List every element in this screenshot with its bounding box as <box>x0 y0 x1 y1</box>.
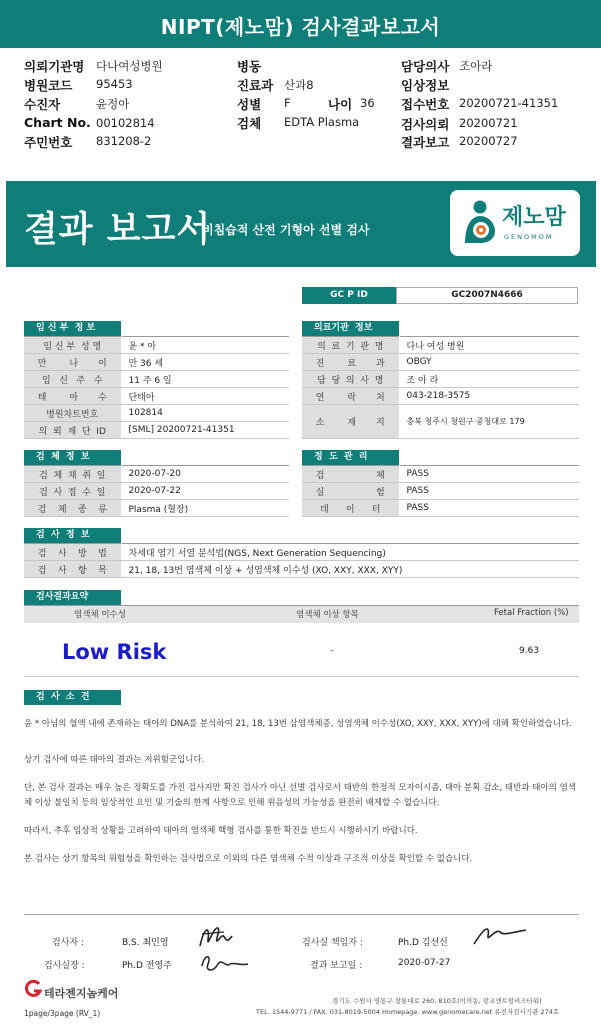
row-key: 검 사 접 수 일 <box>24 483 121 500</box>
opinion-paragraph: 따라서, 추후 임상적 상황을 고려하여 태아의 염색체 핵형 검사를 통한 확진을 반드시 시행하시기 바랍니다. <box>24 826 418 836</box>
column-header: 염색체 이상 항목 <box>296 610 359 620</box>
header-label: 검체 <box>237 116 262 131</box>
row-key: 만 나 이 <box>24 354 121 371</box>
abnormal-item-value: - <box>330 646 334 656</box>
row-key: 검 체 <box>302 466 399 483</box>
header-label: 주민번호 <box>24 135 73 150</box>
lab-head-label: 검사실 책임자 : <box>302 938 363 948</box>
table-row <box>24 544 579 561</box>
header-value: EDTA Plasma <box>284 115 360 129</box>
qc-table <box>302 465 579 517</box>
test-info-table <box>24 543 579 578</box>
footer-contact: TEL. 1544-9771 / FAX. 031-8019-5004 Homepage. www.genomecare.net 유전자검사기관 274호 <box>256 1008 560 1016</box>
row-value: 윤 * 아 <box>121 337 289 354</box>
chief-name: Ph.D 전영주 <box>122 961 172 971</box>
header-label: 의뢰기관명 <box>24 59 85 74</box>
age-label: 나이 <box>328 97 353 112</box>
lab-head-name: Ph.D 김선신 <box>398 938 448 948</box>
row-value: OBGY <box>399 354 579 371</box>
logo-subtext: GENOMOM <box>504 233 554 241</box>
tester-signature-icon <box>194 918 238 954</box>
document-title: NIPT(제노맘) 검사결과보고서 <box>0 0 601 48</box>
pregnant-info-table <box>24 336 289 439</box>
row-key: 검 사 방 법 <box>24 544 121 561</box>
row-key: 의 료 기 관 명 <box>302 337 399 354</box>
header-label: 병동 <box>237 59 262 74</box>
opinion-paragraph: 윤 * 아님의 혈액 내에 존재하는 태아의 DNA를 분석하여 21, 18, 13번 삼염색체증, 성염색체 이수성(XO, XXY, XXX, XYY)에 대해 확인하였습니다. <box>24 719 572 729</box>
column-header: Fetal Fraction (%) <box>494 608 569 618</box>
row-key: 진 료 과 <box>302 354 399 371</box>
row-value: 043-218-3575 <box>399 388 579 405</box>
gc-pid-value: GC2007N4666 <box>396 287 578 304</box>
row-value: 2020-07-20 <box>121 466 289 483</box>
section-header-result-summary: 검사결과요약 <box>24 590 121 605</box>
row-key: 데 이 터 <box>302 500 399 517</box>
header-label: 결과보고 <box>401 135 450 150</box>
fetal-fraction-value: 9.63 <box>519 646 540 656</box>
report-title: 결과 보고서 <box>24 210 212 250</box>
header-value: 산과8 <box>284 78 314 92</box>
row-key: 검 사 항 목 <box>24 561 121 578</box>
table-row <box>24 422 289 439</box>
footer-address: 경기도 수원시 영통구 창룡대로 260, 810호(이의동, 광교센트럴비즈타워) <box>332 997 542 1005</box>
row-value: 11 주 6 일 <box>121 371 289 388</box>
tester-name: B.S. 최민영 <box>122 938 169 948</box>
section-header-qc: 정 도 관 리 <box>302 450 399 465</box>
row-value: 다나 여성 병원 <box>399 337 579 354</box>
table-row <box>24 405 289 422</box>
genomom-mother-icon <box>462 199 498 245</box>
footer-brand: 테라젠지놈케어 <box>44 987 119 1000</box>
table-row <box>24 500 289 517</box>
row-key: 연 락 처 <box>302 388 399 405</box>
header-label: 병원코드 <box>24 78 73 93</box>
divider <box>24 676 579 677</box>
row-value: Plasma (혈장) <box>121 500 289 517</box>
table-row <box>302 388 579 405</box>
row-key: 의 뢰 재 단 ID <box>24 422 121 439</box>
row-value: PASS <box>399 466 579 483</box>
risk-result: Low Risk <box>62 640 167 664</box>
row-key: 태 아 수 <box>24 388 121 405</box>
header-value: 윤정아 <box>96 97 130 111</box>
header-label: 성별 <box>237 97 262 112</box>
table-row <box>302 371 579 388</box>
header-label: 접수번호 <box>401 97 450 112</box>
table-row <box>24 561 579 578</box>
section-header-test-info: 검 사 정 보 <box>24 528 121 543</box>
row-value: PASS <box>399 500 579 517</box>
row-value: PASS <box>399 483 579 500</box>
gc-pid-label: GC P ID <box>302 287 396 304</box>
age-value: 36 <box>360 96 375 110</box>
row-key: 담 당 의 사 명 <box>302 371 399 388</box>
page-number: 1page/3page (RV_1) <box>24 1009 101 1018</box>
chief-label: 검사실장 : <box>44 961 85 971</box>
table-row <box>302 500 579 517</box>
section-header-org-info: 의료기관 정보 <box>302 321 399 336</box>
table-row <box>24 371 289 388</box>
table-row <box>302 483 579 500</box>
section-header-pregnant-info: 임 신 부 정 보 <box>24 321 121 336</box>
header-value: 00102814 <box>96 116 155 130</box>
table-row <box>302 466 579 483</box>
divider <box>24 914 579 915</box>
row-value: 21, 18, 13번 염색체 이상 + 성염색체 이수성 (XO, XXY, XXX, XYY) <box>121 561 579 578</box>
section-header-opinion: 검 사 소 견 <box>24 690 121 705</box>
table-row <box>24 483 289 500</box>
row-key: 임 신 부 성 명 <box>24 337 121 354</box>
org-info-table <box>302 336 579 439</box>
row-key: 검 체 채 취 일 <box>24 466 121 483</box>
opinion-paragraph: 상기 검사에 따른 태아의 결과는 저위험군입니다. <box>24 755 205 765</box>
row-key: 검 체 종 류 <box>24 500 121 517</box>
logo-text: 제노맘 <box>502 205 566 230</box>
header-value: F <box>284 96 291 110</box>
table-row <box>302 354 579 371</box>
opinion-paragraph: 본 검사는 상기 항목의 위험성을 확인하는 검사법으로 이외의 다른 염색체 수적 이상과 구조적 이상을 확인할 수 없습니다. <box>24 854 473 864</box>
row-value: 차세대 염기 서열 분석법(NGS, Next Generation Sequencing) <box>121 544 579 561</box>
header-value: 831208-2 <box>96 134 152 148</box>
header-label: 임상정보 <box>401 78 450 93</box>
row-key: 임 신 주 수 <box>24 371 121 388</box>
tester-label: 검사자 : <box>52 938 84 948</box>
row-key: 실 험 <box>302 483 399 500</box>
header-value: 조아라 <box>459 59 493 73</box>
section-header-specimen-info: 검 체 정 보 <box>24 450 121 465</box>
row-value: [SML] 20200721-41351 <box>121 422 289 439</box>
row-value: 단태아 <box>121 388 289 405</box>
header-value: 20200727 <box>459 134 518 148</box>
table-row <box>24 354 289 371</box>
row-key: 소 재 지 <box>302 405 399 439</box>
theragen-logo-icon <box>24 980 42 998</box>
report-date-label: 결과 보고일 : <box>310 961 363 971</box>
header-value: 다나여성병원 <box>96 59 163 73</box>
table-row <box>302 405 579 439</box>
header-value: 95453 <box>96 77 133 91</box>
header-value: 20200721 <box>459 116 518 130</box>
row-value: 조 아 라 <box>399 371 579 388</box>
opinion-paragraph: 단, 본 검사 결과는 매우 높은 정확도를 가진 검사지만 확진 검사가 아닌 선별 검사로서 태반의 한정적 모자이시즘, 태아 분획 감소, 태반과 태아의 염색체 이상 불일치 등의 임상적인 요인 및 기술의 한계 사항으로 인해 위음성의 가능성을 완전히 배제할 수 없습니다. <box>24 783 577 808</box>
row-value: 102814 <box>121 405 289 422</box>
chief-signature-icon <box>196 950 252 976</box>
specimen-info-table <box>24 465 289 517</box>
report-date-value: 2020-07-27 <box>398 958 451 968</box>
header-label: 수진자 <box>24 97 61 112</box>
table-row <box>24 466 289 483</box>
row-value: 만 36 세 <box>121 354 289 371</box>
header-label: 검사의뢰 <box>401 117 450 132</box>
row-value: 2020-07-22 <box>121 483 289 500</box>
header-value: 20200721-41351 <box>459 96 559 110</box>
row-value: 충북 청주시 청원구 중청대로 179 <box>399 405 579 439</box>
column-header: 염색체 이수성 <box>74 610 126 620</box>
report-subtitle: 비침습적 산전 기형아 선별 검사 <box>202 223 370 237</box>
lab-head-signature-icon <box>470 922 530 948</box>
header-label: 담당의사 <box>401 59 450 74</box>
table-row <box>24 337 289 354</box>
table-row <box>302 337 579 354</box>
row-key: 병원차트번호 <box>24 405 121 422</box>
table-row <box>24 388 289 405</box>
header-label: 진료과 <box>237 78 274 93</box>
header-label: Chart No. <box>24 115 91 130</box>
